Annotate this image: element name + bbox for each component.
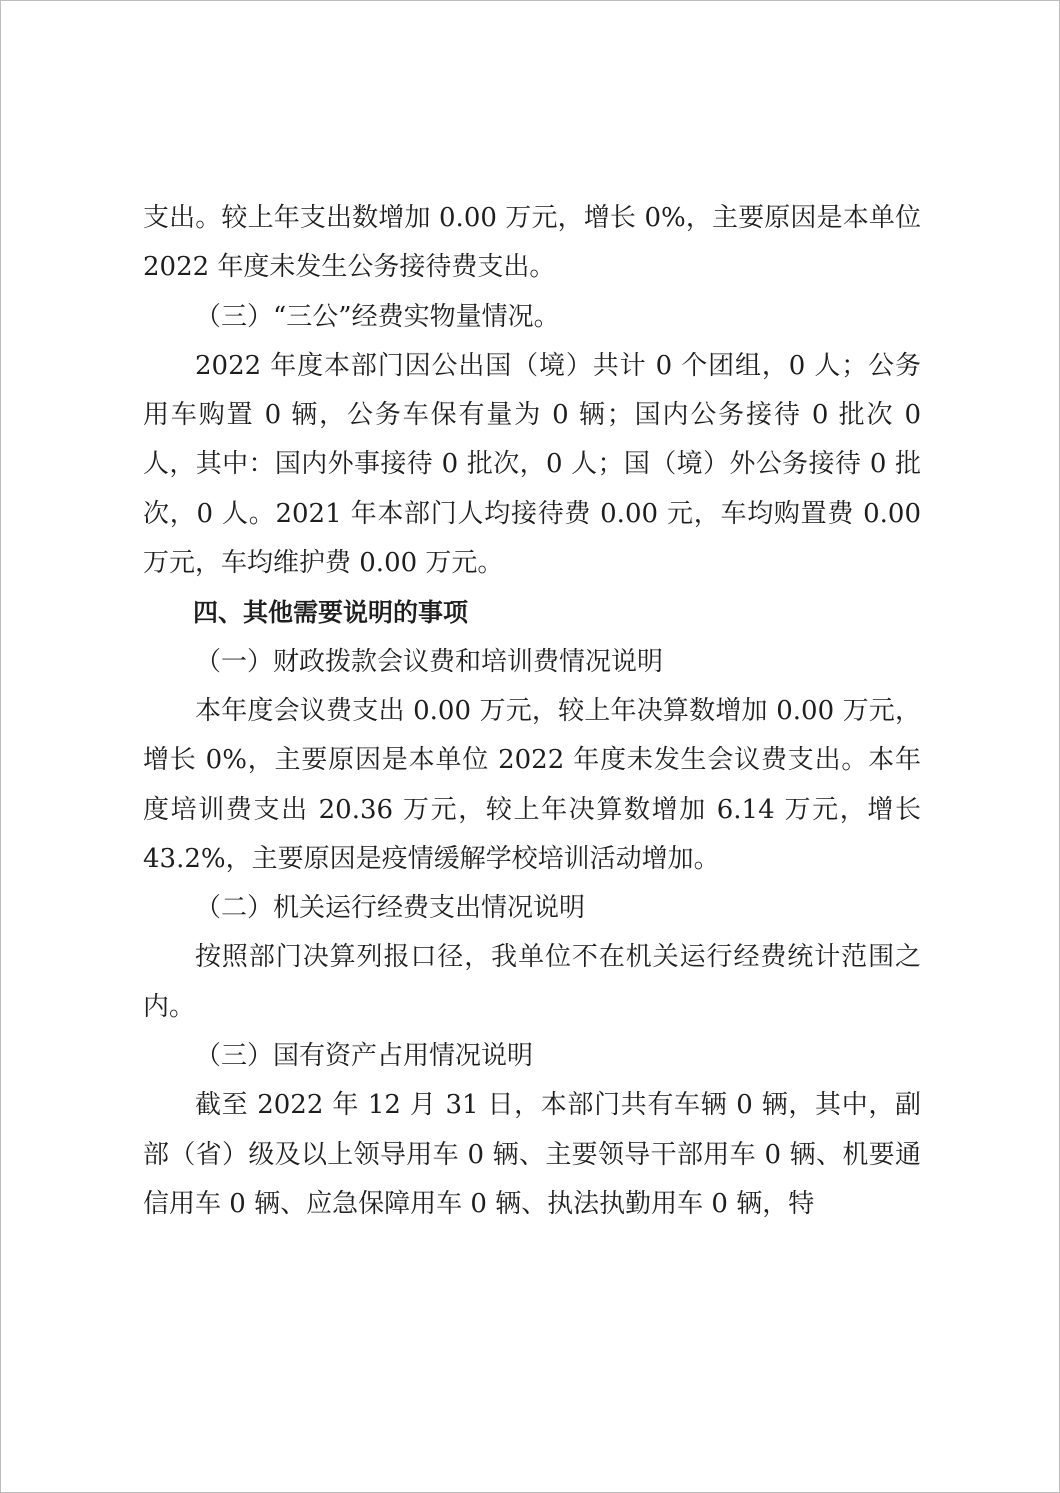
subheading-three-public-quantities: （三）“三公”经费实物量情况。	[195, 301, 560, 332]
subheading-meeting-training-fees: （一）财政拨款会议费和培训费情况说明	[195, 646, 664, 677]
paragraph-state-assets: 截至 2022 年 12 月 31 日，本部门共有车辆 0 辆，其中，副部（省）级及以上领导用车 0 辆、主要领导干部用车 0 辆、机要通信用车 0 辆、应急保障用车 0 辆、执法执勤用车 0 辆，特	[143, 1090, 921, 1219]
paragraph-public-reception-continued: 支出。较上年支出数增加 0.00 万元，增长 0%，主要原因是本单位 2022 年度未发生公务接待费支出。	[143, 203, 921, 283]
paragraph-operating-expenses: 按照部门决算列报口径，我单位不在机关运行经费统计范围之内。	[143, 942, 921, 1022]
paragraph-three-public-quantities: 2022 年度本部门因公出国（境）共计 0 个团组，0 人；公务用车购置 0 辆，公务车保有量为 0 辆；国内公务接待 0 批次 0 人，其中：国内外事接待 0 批次，0 人；国（境）外公务接待 0 批次，0 人。2021 年本部门人均接待费 0.00 元，车均购置费 0.00 万元，车均维护费 0.00 万元。	[143, 350, 921, 579]
heading-other-matters: 四、其他需要说明的事项	[193, 598, 469, 628]
document-body	[143, 194, 921, 1229]
subheading-operating-expenses: （二）机关运行经费支出情况说明	[195, 893, 586, 924]
subheading-state-assets: （三）国有资产占用情况说明	[195, 1041, 534, 1072]
paragraph-meeting-training-fees: 本年度会议费支出 0.00 万元，较上年决算数增加 0.00 万元，增长 0%，主要原因是本单位 2022 年度未发生会议费支出。本年度培训费支出 20.36 万元，较上年决算数增加 6.14 万元，增长 43.2%，主要原因是疫情缓解学校培训活动增加。	[143, 695, 921, 874]
